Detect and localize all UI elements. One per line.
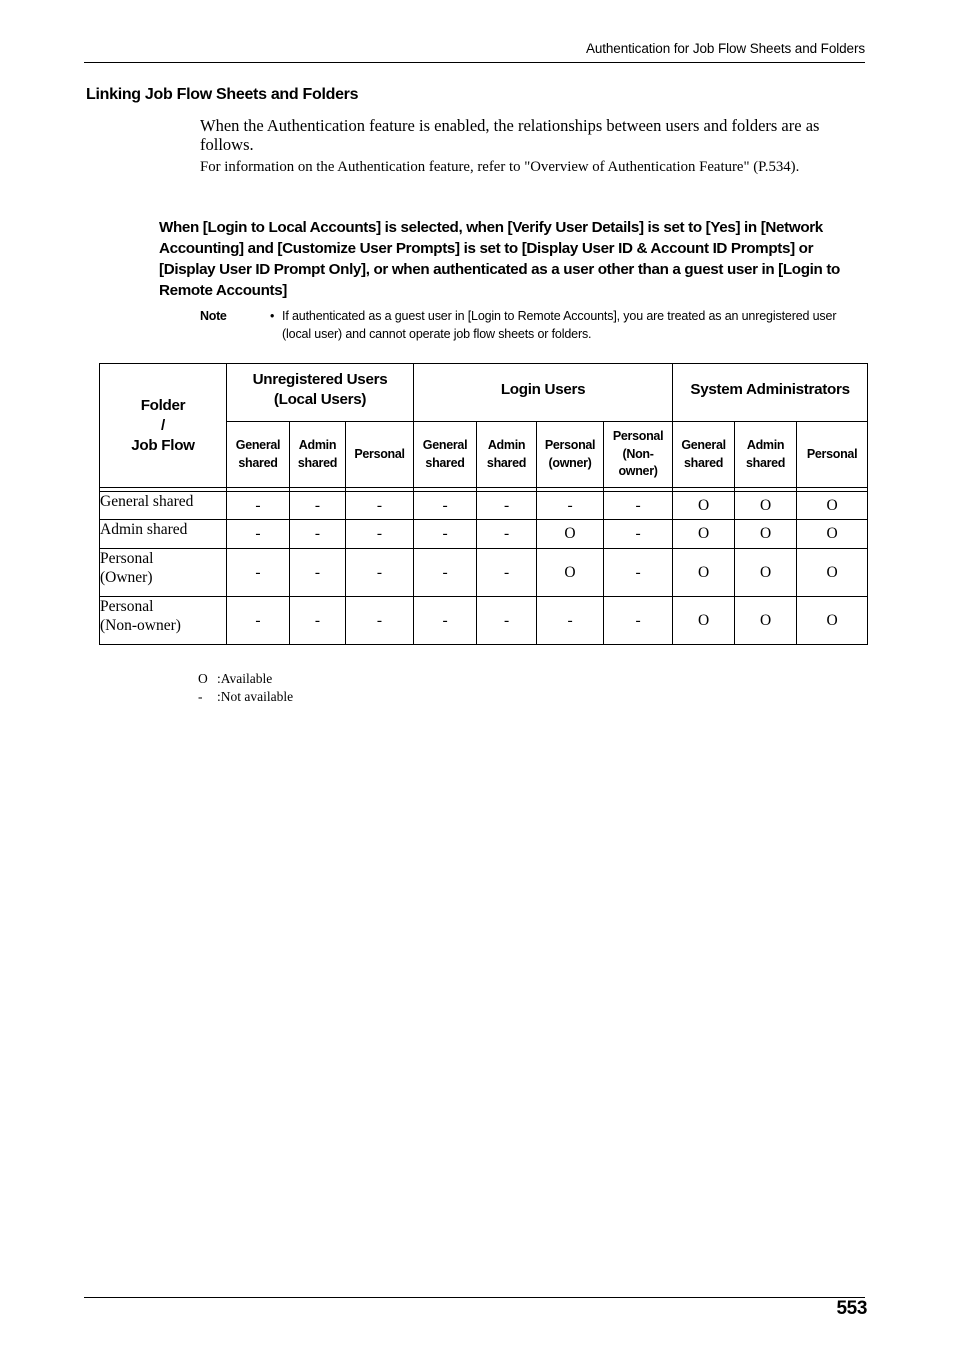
header-rule: [84, 62, 865, 63]
table-cell: -: [290, 520, 346, 549]
subheader: General shared: [673, 422, 735, 488]
table-cell: O: [673, 520, 735, 549]
table-row: [100, 549, 868, 597]
table-cell: O: [797, 549, 868, 597]
group-header-unregistered: Unregistered Users (Local Users): [227, 364, 414, 422]
table-cell: O: [797, 597, 868, 645]
row-label: Admin shared: [100, 520, 227, 549]
table-cell: O: [673, 597, 735, 645]
table-row: [100, 492, 868, 520]
table-cell: -: [537, 492, 604, 520]
table-cell: -: [604, 492, 673, 520]
table-cell: O: [797, 520, 868, 549]
table-cell: -: [227, 549, 290, 597]
row-label: Personal (Owner): [100, 549, 227, 597]
subheader: Personal (owner): [537, 422, 604, 488]
note-text: If authenticated as a guest user in [Login to Remote Accounts], you are treated as an unregistered user (local user) and cannot operate job flow sheets or folders.: [282, 309, 837, 341]
table-cell: -: [477, 492, 537, 520]
note-label: Note: [200, 309, 227, 323]
table-cell: -: [414, 549, 477, 597]
table-cell: -: [227, 597, 290, 645]
row-label: Personal (Non-owner): [100, 597, 227, 645]
table-cell: -: [477, 597, 537, 645]
group-header-admin: System Administrators: [673, 364, 868, 422]
table-cell: -: [477, 520, 537, 549]
table-cell: -: [604, 597, 673, 645]
table-cell: O: [735, 549, 797, 597]
table-cell: -: [604, 520, 673, 549]
table-cell: -: [414, 520, 477, 549]
footer-rule: [84, 1297, 865, 1298]
subheader: Personal: [346, 422, 414, 488]
table-cell: -: [227, 520, 290, 549]
table-cell: O: [673, 549, 735, 597]
table-cell: O: [537, 549, 604, 597]
table-cell: O: [735, 492, 797, 520]
subheader: Admin shared: [735, 422, 797, 488]
subheader: General shared: [414, 422, 477, 488]
table-cell: -: [346, 492, 414, 520]
section-title: Linking Job Flow Sheets and Folders: [86, 86, 359, 103]
legend-item: [198, 670, 293, 688]
legend-symbol: -: [198, 688, 203, 704]
table-cell: -: [604, 549, 673, 597]
table-cell: O: [797, 492, 868, 520]
subheader: Personal: [797, 422, 868, 488]
table-cell: O: [673, 492, 735, 520]
note-body: [270, 307, 860, 343]
page-number: 553: [836, 1298, 867, 1319]
table-cell: -: [346, 549, 414, 597]
running-head: Authentication for Job Flow Sheets and Folders: [585, 41, 865, 56]
table-cell: -: [227, 492, 290, 520]
permissions-table: [99, 363, 868, 645]
condition-subheading: When [Login to Local Accounts] is selected, when [Verify User Details] is set to [Yes] in [Network Accounting] and [Customize User Prompts] is set to [Display User ID & Account ID Prompts] or [Display User ID Prompt Only], or when authenticated as a user other than a guest user in [Login to Remote Accounts]: [159, 219, 840, 299]
subheader: Personal (Non- owner): [604, 422, 673, 488]
table-cell: -: [414, 597, 477, 645]
table-cell: -: [290, 549, 346, 597]
legend-meaning: :Not available: [217, 688, 294, 704]
table-cell: O: [735, 597, 797, 645]
row-label: General shared: [100, 492, 227, 520]
table-cell: -: [290, 597, 346, 645]
table-cell: -: [346, 520, 414, 549]
table-row: [100, 597, 868, 645]
table-cell: O: [735, 520, 797, 549]
table-cell: -: [477, 549, 537, 597]
group-header-login: Login Users: [414, 364, 673, 422]
legend: [198, 670, 293, 705]
table-cell: -: [414, 492, 477, 520]
table-cell: O: [537, 520, 604, 549]
table-cell: -: [537, 597, 604, 645]
subheader: Admin shared: [477, 422, 537, 488]
bullet-icon: •: [270, 309, 275, 323]
legend-item: [198, 688, 293, 706]
table-cell: -: [346, 597, 414, 645]
reference-paragraph: For information on the Authentication feature, refer to "Overview of Authentication Feature" (P.534).: [200, 159, 800, 175]
table-row: [100, 520, 868, 549]
subheader: General shared: [227, 422, 290, 488]
intro-paragraph: When the Authentication feature is enabled, the relationships between users and folders are as follows.: [200, 116, 820, 154]
legend-symbol: O: [198, 671, 208, 686]
legend-meaning: :Available: [217, 671, 273, 686]
subheader: Admin shared: [290, 422, 346, 488]
corner-header: Folder / Job Flow: [100, 364, 227, 488]
table-cell: -: [290, 492, 346, 520]
